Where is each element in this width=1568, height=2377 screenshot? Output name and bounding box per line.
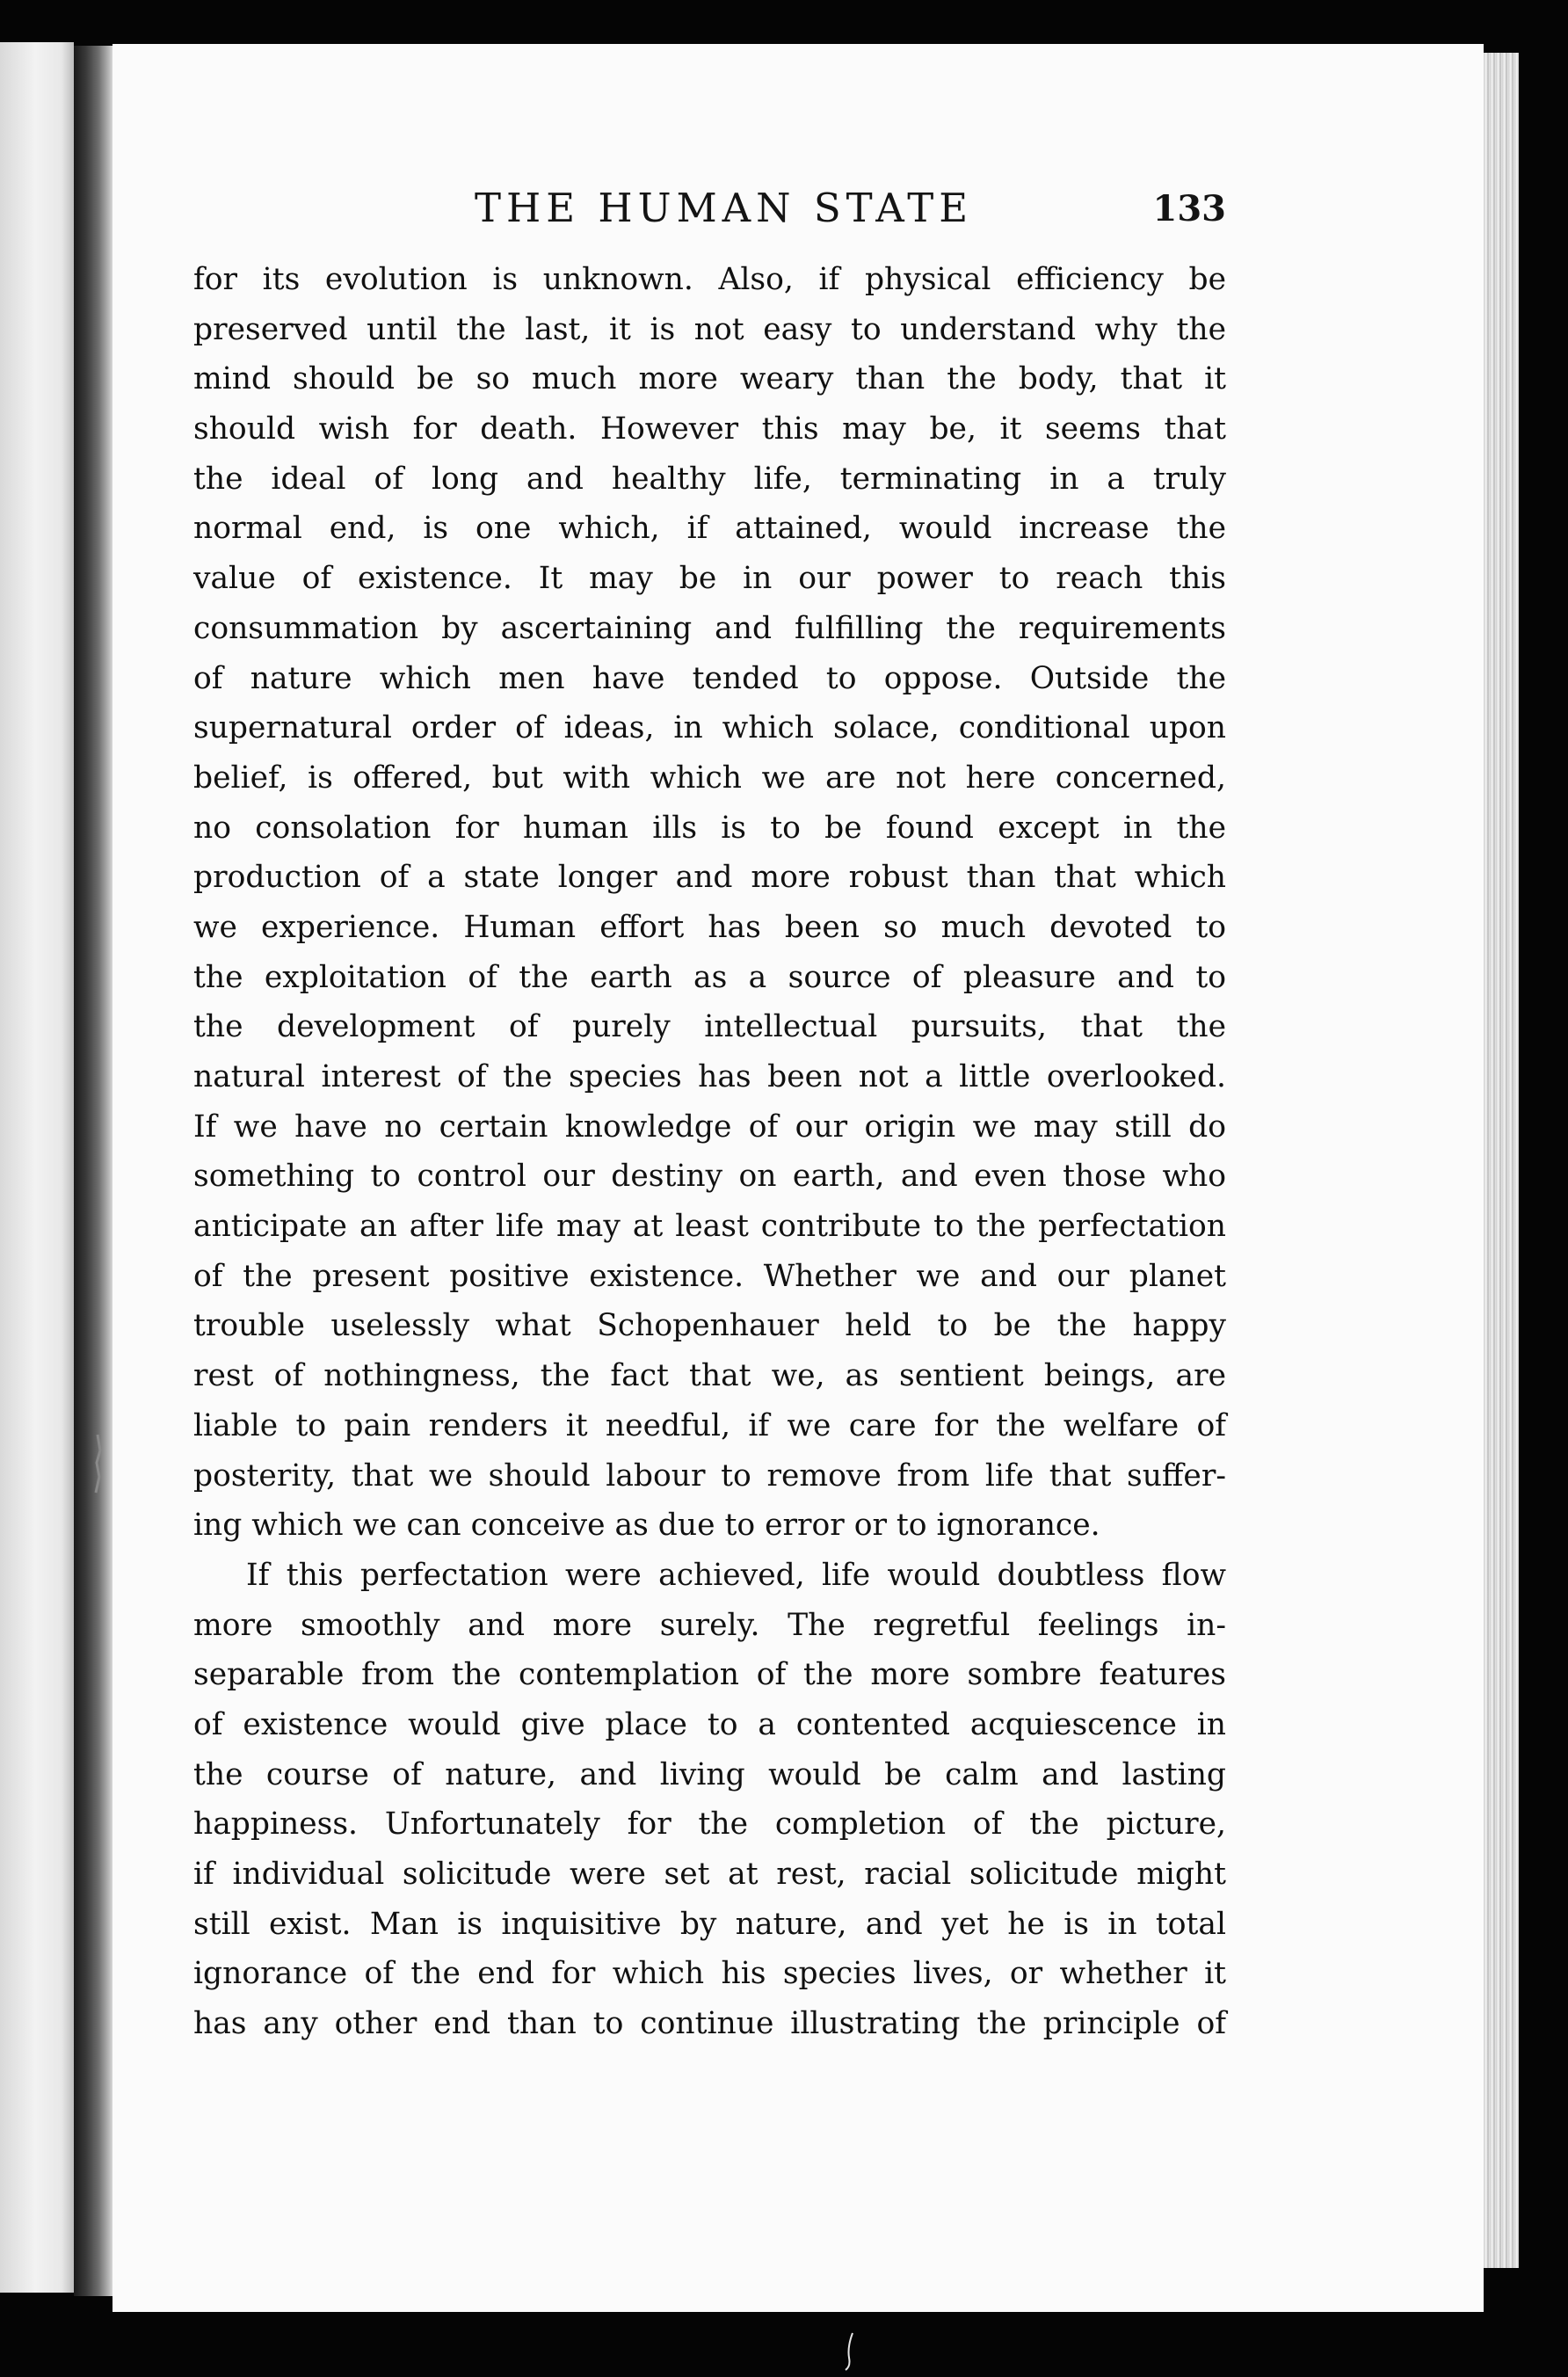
body-text (193, 255, 1226, 2049)
text-line: ing which we can conceive as due to error or to ignorance. (193, 1508, 1100, 1544)
text-line: If we have no certain knowledge of our origin we may still do (193, 1109, 1226, 1145)
text-line: liable to pain renders it needful, if we care for the welfare of (193, 1407, 1226, 1443)
stray-pen-mark-icon (844, 2331, 854, 2372)
text-line: still exist. Man is inquisitive by nature, and yet he is in total (193, 1906, 1226, 1942)
text-line: we experience. Human effort has been so much devoted to (193, 909, 1226, 945)
text-line: posterity, that we should labour to remove from life that suffer- (193, 1457, 1226, 1494)
text-line: normal end, is one which, if attained, would increase the (193, 511, 1226, 547)
text-line: value of existence. It may be in our power to reach this (193, 561, 1226, 597)
text-line: preserved until the last, it is not easy to understand why the (193, 311, 1226, 347)
page-header (193, 185, 1226, 237)
text-line: for its evolution is unknown. Also, if physical efficiency be (193, 262, 1226, 297)
page-stack-edge (1484, 53, 1519, 2268)
running-head: THE HUMAN STATE (475, 185, 974, 231)
text-line: rest of nothingness, the fact that we, as sentient beings, are (193, 1358, 1226, 1394)
text-line: the exploitation of the earth as a source of pleasure and to (193, 959, 1226, 995)
text-line: If this perfectation were achieved, life would doubtless flow (246, 1557, 1226, 1593)
book-gutter (74, 46, 114, 2296)
text-line: of existence would give place to a contented acquiescence in (193, 1706, 1226, 1742)
text-line: has any other end than to continue illustrating the principle of (193, 2006, 1226, 2042)
text-line: supernatural order of ideas, in which solace, conditional upon (193, 710, 1226, 746)
text-line: of nature which men have tended to oppose. Outside the (193, 660, 1226, 696)
text-line: happiness. Unfortunately for the completion of the picture, (193, 1806, 1226, 1843)
facing-page-edge (0, 42, 74, 2293)
text-line: belief, is offered, but with which we are not here concerned, (193, 760, 1226, 796)
text-line: more smoothly and more surely. The regretful feelings in- (193, 1607, 1226, 1643)
text-line: the course of nature, and living would be calm and lasting (193, 1756, 1226, 1792)
text-line: consummation by ascertaining and fulfilling the requirements (193, 610, 1226, 646)
text-line: separable from the contemplation of the more sombre features (193, 1657, 1226, 1693)
text-line: the ideal of long and healthy life, terminating in a truly (193, 461, 1226, 497)
text-line: something to control our destiny on earth, and even those who (193, 1159, 1226, 1195)
text-line: ignorance of the end for which his species lives, or whether it (193, 1956, 1226, 1992)
page-number: 133 (1152, 188, 1226, 229)
text-line: anticipate an after life may at least contribute to the perfectation (193, 1209, 1226, 1245)
text-line: natural interest of the species has been not a little overlooked. (193, 1059, 1226, 1094)
text-line: mind should be so much more weary than the body, that it (193, 361, 1226, 397)
text-line: if individual solicitude were set at rest, racial solicitude might (193, 1857, 1226, 1892)
text-line: trouble uselessly what Schopenhauer held to be the happy (193, 1308, 1226, 1344)
paragraph-1 (193, 255, 1226, 1551)
text-line: no consolation for human ills is to be found except in the (193, 810, 1226, 846)
text-line: should wish for death. However this may be, it seems that (193, 411, 1226, 447)
text-line: of the present positive existence. Whether we and our planet (193, 1258, 1226, 1294)
text-line: the development of purely intellectual pursuits, that the (193, 1009, 1226, 1045)
paragraph-2 (193, 1551, 1226, 2049)
text-line: production of a state longer and more robust than that which (193, 860, 1226, 896)
margin-ink-blot-icon (91, 1433, 104, 1494)
